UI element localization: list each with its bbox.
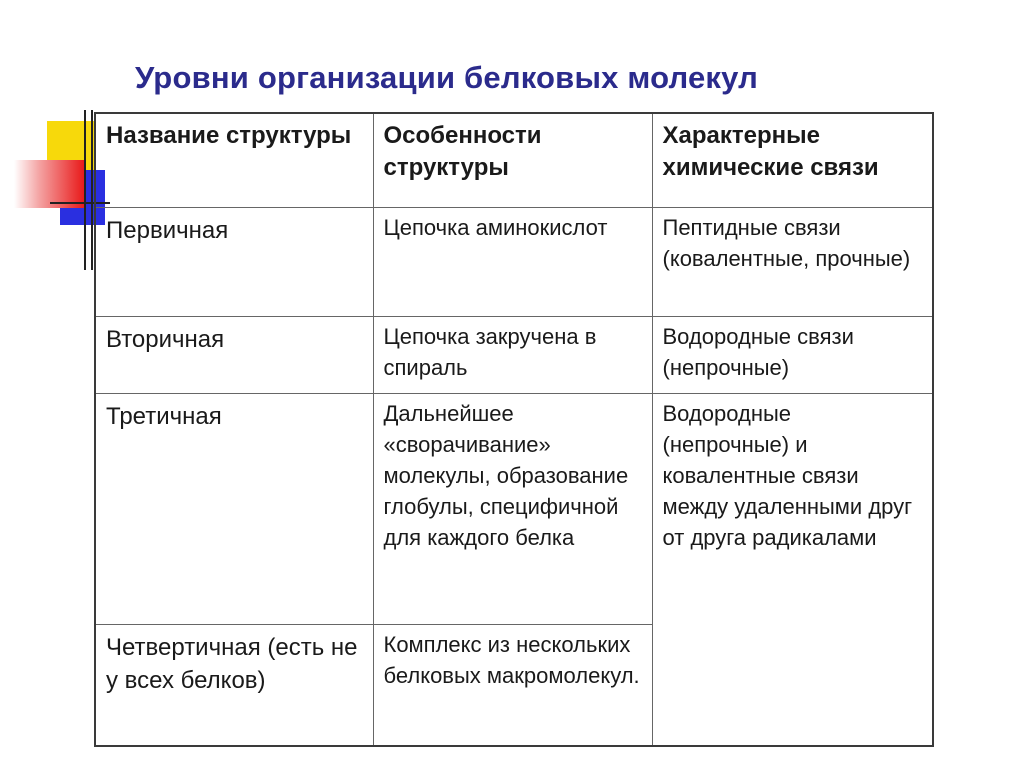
structure-features-cell: Цепочка аминокислот bbox=[373, 208, 652, 317]
chemical-bonds-cell: Водородные (непрочные) и ковалентные связи между удаленными друг от друга радикалами bbox=[652, 394, 933, 747]
chemical-bonds-cell: Пептидные связи (ковалентные, прочные) bbox=[652, 208, 933, 317]
structure-name-cell: Вторичная bbox=[95, 317, 373, 394]
structure-features-cell: Комплекс из нескольких белковых макромолекул. bbox=[373, 625, 652, 747]
header-structure-features: Особенности структуры bbox=[373, 113, 652, 208]
decorative-red-gradient-bar bbox=[14, 160, 86, 208]
structure-features-cell: Дальнейшее «сворачивание» молекулы, образование глобулы, специфичной для каждого белка bbox=[373, 394, 652, 625]
table-row bbox=[95, 394, 933, 625]
chemical-bonds-cell: Водородные связи (непрочные) bbox=[652, 317, 933, 394]
structure-features-cell: Цепочка закручена в спираль bbox=[373, 317, 652, 394]
protein-levels-table bbox=[94, 112, 934, 747]
header-chemical-bonds: Характерные химические связи bbox=[652, 113, 933, 208]
structure-name-cell: Третичная bbox=[95, 394, 373, 625]
structure-name-cell: Четвертичная (есть не у всех белков) bbox=[95, 625, 373, 747]
structure-name-cell: Первичная bbox=[95, 208, 373, 317]
slide-title: Уровни организации белковых молекул bbox=[135, 60, 759, 95]
header-structure-name: Название структуры bbox=[95, 113, 373, 208]
table-header-row bbox=[95, 113, 933, 208]
table-row bbox=[95, 317, 933, 394]
decorative-vertical-line bbox=[91, 110, 93, 270]
table-row bbox=[95, 208, 933, 317]
decorative-vertical-line bbox=[84, 110, 86, 270]
